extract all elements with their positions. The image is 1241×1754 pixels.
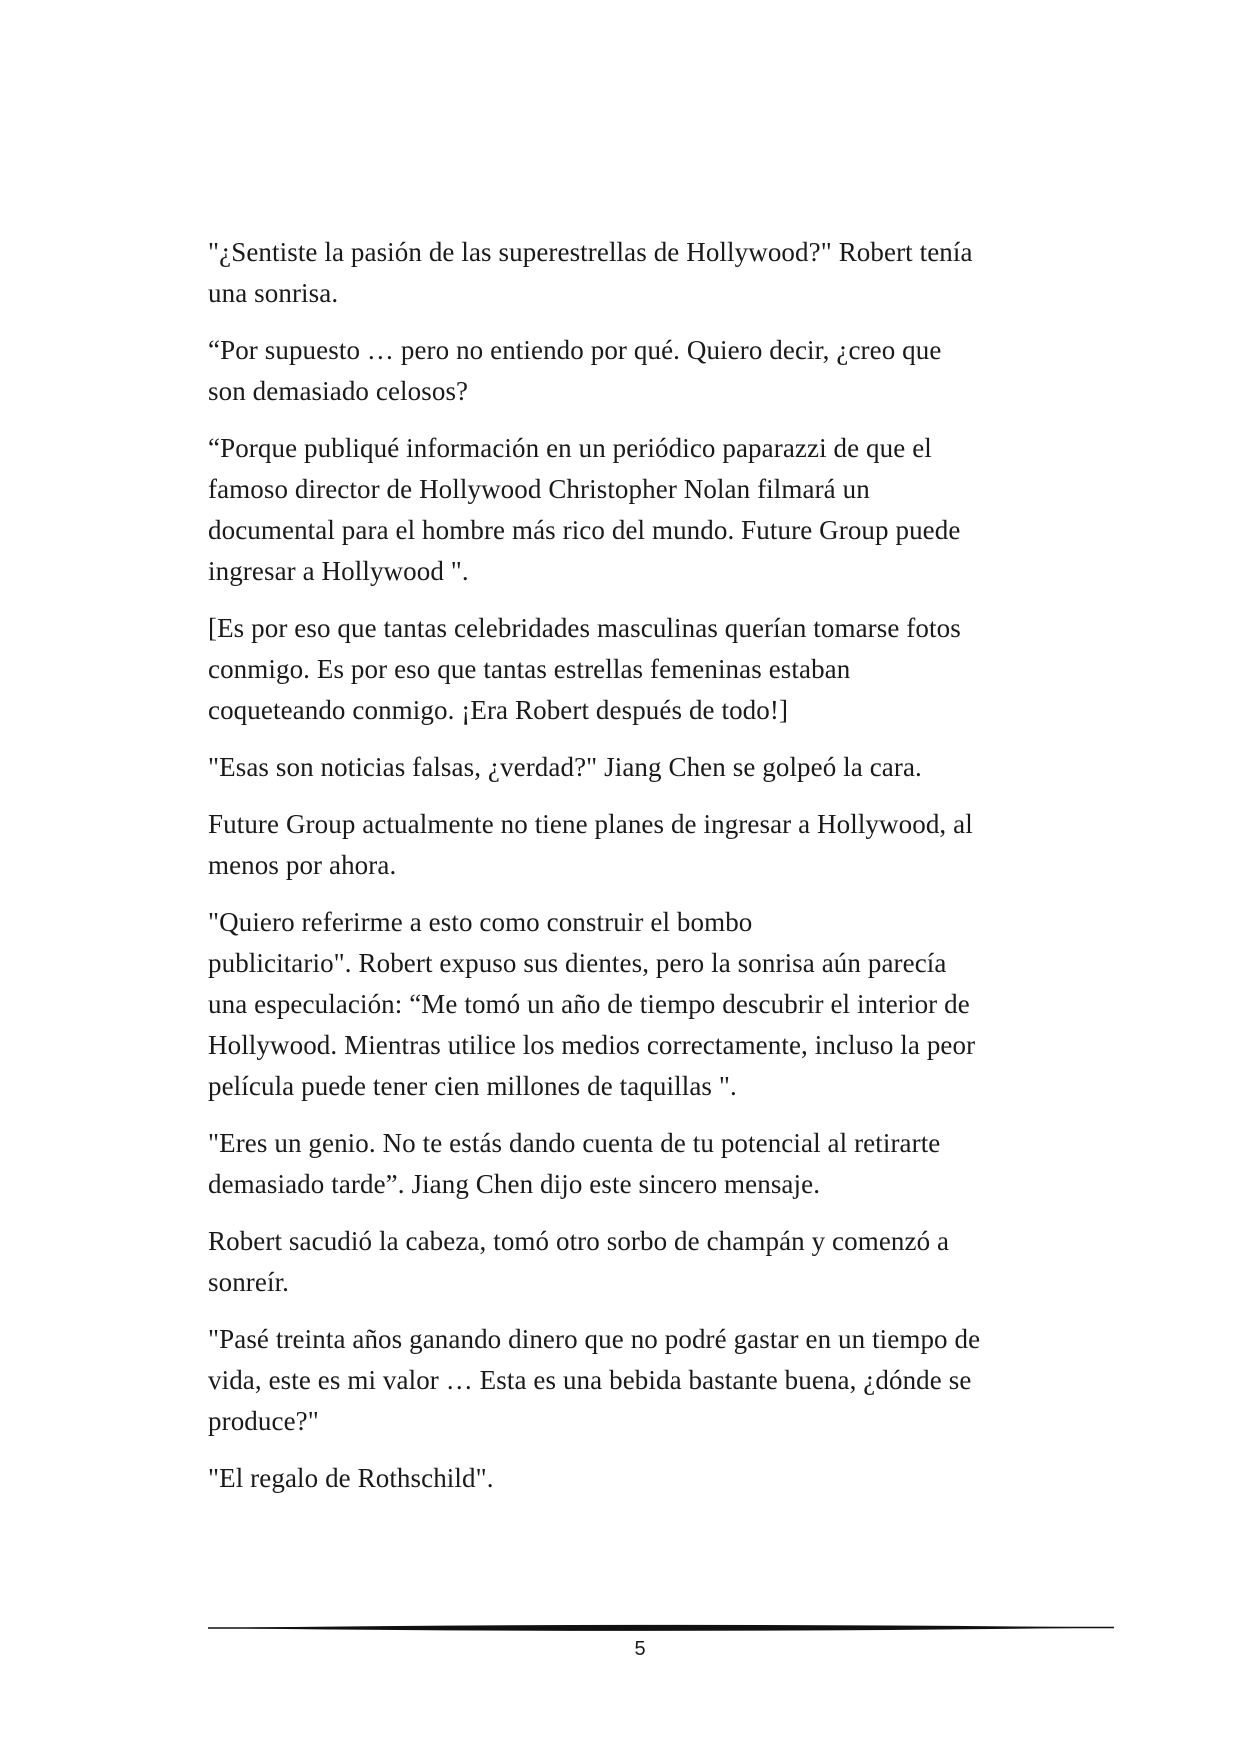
paragraph: "Eres un genio. No te estás dando cuenta de tu potencial al retirarte demasiado tarde”. Jiang Chen dijo este sincero mensaje.	[208, 1128, 941, 1199]
paragraph: Future Group actualmente no tiene planes de ingresar a Hollywood, al menos por ahora.	[208, 809, 973, 880]
paragraph: "Quiero referirme a esto como construir el bombo publicitario". Robert expuso sus dientes, pero la sonrisa aún parecía una especulación: “Me tomó un año de tiempo descubrir el interior de Hollywood. Mientras utilice los medios correctamente, incluso la peor película puede tener cien millones de taquillas ".	[208, 907, 976, 1101]
paragraph: “Por supuesto … pero no entiendo por qué. Quiero decir, ¿creo que son demasiado celosos?	[208, 335, 942, 406]
page-number: 5	[634, 1638, 646, 1660]
paragraph: "Esas son noticias falsas, ¿verdad?" Jiang Chen se golpeó la cara.	[208, 752, 922, 782]
footer-divider	[208, 1622, 1114, 1634]
body-text	[208, 232, 1078, 1515]
paragraph: "El regalo de Rothschild".	[208, 1463, 494, 1493]
paragraph: "Pasé treinta años ganando dinero que no podré gastar en un tiempo de vida, este es mi valor … Esta es una bebida bastante buena, ¿dónde se produce?"	[208, 1324, 981, 1436]
paragraph: Robert sacudió la cabeza, tomó otro sorbo de champán y comenzó a sonreír.	[208, 1226, 950, 1297]
paragraph: “Porque publiqué información en un periódico paparazzi de que el famoso director de Hollywood Christopher Nolan filmará un documental para el hombre más rico del mundo. Future Group puede ingresar a Hollywood ".	[208, 433, 961, 586]
paragraph: [Es por eso que tantas celebridades masculinas querían tomarse fotos conmigo. Es por eso que tantas estrellas femeninas estaban coqueteando conmigo. ¡Era Robert después de todo!]	[208, 613, 961, 725]
paragraph: "¿Sentiste la pasión de las superestrellas de Hollywood?" Robert tenía una sonrisa.	[208, 237, 973, 308]
